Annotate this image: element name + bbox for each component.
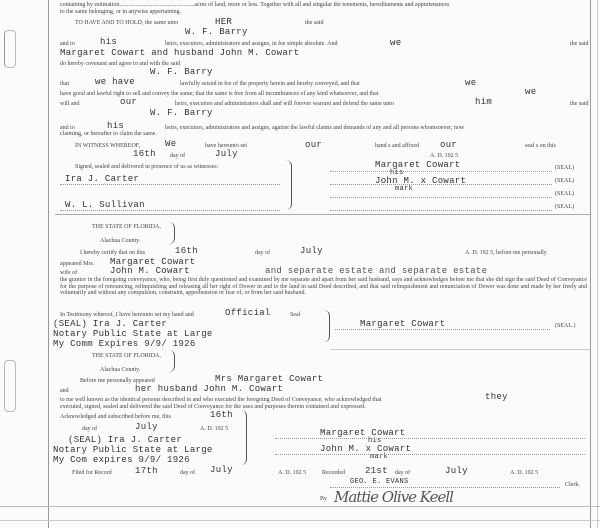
notary-line: (SEAL) Ira J. Carter xyxy=(68,435,183,445)
signature-line xyxy=(330,197,552,198)
typed-day: 16th xyxy=(133,149,156,159)
text-day-of: day of xyxy=(82,426,98,432)
signature-line xyxy=(60,210,280,211)
typed-day: 16th xyxy=(175,246,198,256)
text-by: By xyxy=(320,496,328,502)
section-divider xyxy=(55,214,590,215)
grantor-signature: Margaret Cowart xyxy=(375,160,461,170)
grantor-signature: John M. x Cowart xyxy=(375,176,467,186)
brace xyxy=(240,410,247,465)
typed-month: July xyxy=(215,149,238,159)
witness-signature: Ira J. Carter xyxy=(65,174,140,184)
text-hands-affixed: hand s and affixed xyxy=(375,143,420,149)
typed-name: her husband John M. Cowart xyxy=(135,384,284,394)
deputy-signature: Mattie Olive Keell xyxy=(334,488,453,506)
typed-grantee: W. F. Barry xyxy=(185,27,248,37)
notary-line: (SEAL) Ira J. Carter xyxy=(53,319,168,329)
text-signed-sealed: Signed, sealed and delivered in presence of us as witnesses: xyxy=(75,164,219,170)
text-covenant: do hereby covenant and agree to and with the said xyxy=(60,61,181,67)
witness-signature: W. L. Sullivan xyxy=(65,200,145,210)
text-ad: A. D. 192 5, before me personally xyxy=(465,250,547,256)
typed-filed-month: July xyxy=(210,465,233,475)
typed-grantee: W. F. Barry xyxy=(150,67,213,77)
dower-paragraph: the grantor in the foregoing conveyance, who, being first duly questioned and examined by me separate and apart from her said husband, says and acknowledges before me that she did sign the said Deed of Conveyance for the purpose of renouncing, relinquishing and releasing all her right of Dower in and to the land in said Deed described, and that said relinquishment and renunciation of Dower was done and made by her freely and voluntarily and without any compulsion, constraint, apprehension or fear of, or from her said husband. xyxy=(60,277,587,296)
signature-line xyxy=(335,329,550,330)
text-heirs-fee: heirs, executors, administrators and assigns, in fee simple absolute. And xyxy=(165,41,338,47)
text-appeared: appeared Mrs. xyxy=(60,261,95,267)
text-the-said: the said xyxy=(570,101,589,107)
text-mark: mark xyxy=(395,185,414,193)
typed-rec-month: July xyxy=(445,466,468,476)
typed-our: our xyxy=(305,140,323,150)
text-claiming: claiming, or hereafter to claim the same. xyxy=(60,131,157,137)
typed-our: our xyxy=(120,97,138,107)
typed-overlay: and separate estate and separate estate xyxy=(265,266,488,276)
text-ad: A. D. 192 5 xyxy=(510,470,539,476)
typed-filed-day: 17th xyxy=(135,466,158,476)
typed-we-have: we have xyxy=(95,77,135,87)
bottom-rule xyxy=(0,506,600,507)
typed-official: Official xyxy=(225,308,271,318)
text-warrant: heirs, executors and administrators shall and will forever warrant and defend the same unto xyxy=(175,101,394,107)
text-the-said: the said xyxy=(305,20,324,26)
grantor-signature: John M. x Cowart xyxy=(320,444,412,454)
section-divider xyxy=(330,349,590,350)
seal-label: (SEAL) xyxy=(555,165,574,171)
binding-clip-icon xyxy=(4,360,16,412)
seal-label: (SEAL.) xyxy=(555,323,576,329)
text-wife-of: wife of xyxy=(60,270,78,276)
typed-month: July xyxy=(300,246,323,256)
typed-him: him xyxy=(475,97,493,107)
text-ad: A. D. 192 5 xyxy=(278,470,307,476)
seal-label: (SEAL) xyxy=(555,191,574,197)
text-seized: lawfully seized in fee of the property herein and hereby conveyed, and that xyxy=(180,81,360,87)
grantor-signature: Margaret Cowart xyxy=(360,319,446,329)
text-testimony: In Testimony whereof, I have hereunto set my hand and xyxy=(60,312,194,318)
text-seal: Seal xyxy=(290,312,301,318)
typed-his: his xyxy=(100,37,118,47)
page-border-outer xyxy=(597,0,598,528)
text-ad: A. D. 192 5 xyxy=(200,426,229,432)
grantor-signature: Margaret Cowart xyxy=(320,428,406,438)
text-his: his xyxy=(390,169,404,177)
text-state: THE STATE OF FLORIDA, xyxy=(92,224,161,230)
brace xyxy=(168,350,175,372)
signature-line xyxy=(330,171,552,172)
signature-line xyxy=(275,454,585,455)
text-ad: A. D. 192 5 xyxy=(430,153,459,159)
brace xyxy=(168,222,175,244)
brace xyxy=(285,160,292,210)
typed-we: we xyxy=(525,87,537,97)
typed-our: our xyxy=(440,140,458,150)
notary-line: My Comm Expires 9/9/ 1926 xyxy=(53,339,196,349)
text-acknowledged: Acknowledged and subscribed before me, this xyxy=(60,414,171,420)
typed-we: we xyxy=(465,78,477,88)
text-heirs-claims: heirs, executors, administrators and assigns, against the lawful claims and demands of any and all persons whomsoever, now xyxy=(165,125,465,131)
text-and-to: and to xyxy=(60,41,75,47)
typed-his: his xyxy=(107,121,125,131)
typed-wife-name: Margaret Cowart xyxy=(110,257,196,267)
page-border-right xyxy=(590,0,591,528)
text-state: THE STATE OF FLORIDA, xyxy=(92,353,161,359)
text-day-of: day of xyxy=(170,153,186,159)
typed-month: July xyxy=(135,422,158,432)
text-county: Alachua County. xyxy=(100,238,141,244)
typed-name: Mrs Margaret Cowart xyxy=(215,374,324,384)
text-day-of: day of xyxy=(395,470,411,476)
bottom-rule xyxy=(0,520,600,521)
typed-we: we xyxy=(390,38,402,48)
typed-we: We xyxy=(165,139,177,149)
typed-day: 16th xyxy=(210,410,233,420)
text-day-of: day of xyxy=(180,470,196,476)
text-hereunto-set: have hereunto set xyxy=(205,143,247,149)
signature-line xyxy=(60,184,280,185)
text-will-and: will and xyxy=(60,101,80,107)
notary-line: Notary Public State at Large xyxy=(53,445,213,455)
text-executed: executed, signed, sealed and delivered the said Deed of Conveyance for the uses and purposes therein contained and expressed. xyxy=(60,404,366,410)
text-estimation: containing by estimation..................................................acres of land, more or less. Together with all and singular the tenements, hereditaments and appurtenances xyxy=(60,2,450,8)
notary-line: My Com expires 9/9/ 1926 xyxy=(53,455,190,465)
seal-label: (SEAL) xyxy=(555,204,574,210)
typed-rec-day: 21st xyxy=(365,466,388,476)
brace xyxy=(323,310,330,342)
text-seals: seal s on this xyxy=(525,143,556,149)
page-border-left xyxy=(48,0,49,528)
typed-husband: John M. Cowart xyxy=(110,266,190,276)
text-recorded: Recorded xyxy=(322,470,345,476)
text-before: Before me personally appeared xyxy=(80,378,155,384)
text-county: Alachua County. xyxy=(100,367,141,373)
text-clerk: Clerk. xyxy=(565,482,580,488)
notary-line: Notary Public State at Large xyxy=(53,329,213,339)
typed-grantors: Margaret Cowart and husband John M. Cowart xyxy=(60,48,300,58)
text-his: his xyxy=(368,437,382,445)
seal-label: (SEAL) xyxy=(555,178,574,184)
signature-line xyxy=(330,210,552,211)
text-and-to: and to xyxy=(60,125,75,131)
text-filed: Filed for Record xyxy=(72,470,112,476)
typed-grantee: W. F. Barry xyxy=(150,108,213,118)
text-appertaining: to the same belonging, or in anywise appertaining. xyxy=(60,9,182,15)
typed-unto: HER xyxy=(215,17,233,27)
clerk-name: GEO. E. EVANS xyxy=(350,478,409,486)
text-good-right: have good and lawful right to sell and convey the same; that the same is free from all incumbrances of any kind whatsoever, and that xyxy=(60,91,379,97)
text-known: to me well known as the identical persons described in and who executed the foregoing Deed of Conveyance, who acknowledged that xyxy=(60,397,382,403)
text-certify: I hereby certify that on this xyxy=(80,250,146,256)
text-day-of: day of xyxy=(255,250,271,256)
signature-line xyxy=(275,438,585,439)
typed-they: they xyxy=(485,392,508,402)
text-the-said: the said xyxy=(570,41,589,47)
signature-line xyxy=(330,184,552,185)
text-mark: mark xyxy=(370,453,389,461)
text-that: that xyxy=(60,81,69,87)
binding-clip-icon xyxy=(4,30,16,68)
text-habendum: TO HAVE AND TO HOLD, the same unto xyxy=(75,20,179,26)
text-and: and xyxy=(60,388,69,394)
text-witness-whereof: IN WITNESS WHEREOF, xyxy=(75,143,141,149)
